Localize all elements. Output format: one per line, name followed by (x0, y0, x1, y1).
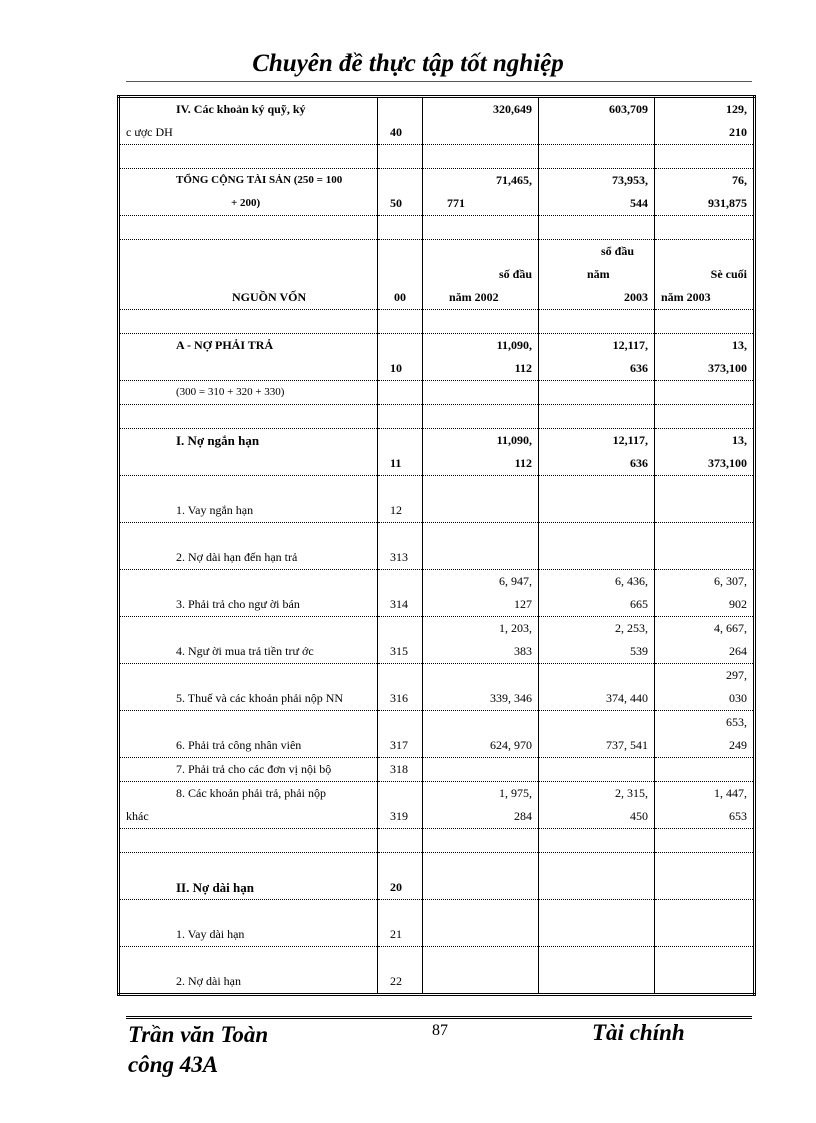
row-code: 313 (390, 550, 408, 564)
source-of-capital-heading: NGUỒN VỐN (232, 290, 307, 304)
value-2002-cell (423, 97, 539, 145)
row-code: 316 (390, 691, 408, 705)
value-end-2003-line2: 931,875 (708, 196, 747, 210)
code-cell (378, 97, 423, 145)
value-start-2003-line2: 636 (630, 361, 648, 375)
value-2002-line1: 1, 203, (499, 621, 532, 635)
value-start-2003-cell (539, 97, 655, 145)
value-end-2003-cell (655, 169, 755, 216)
row-code: 317 (390, 738, 408, 752)
row-label: 5. Thuế và các khoản phải nộp NN (176, 691, 344, 705)
footer-divider (126, 1016, 752, 1019)
value-end-2003-line1: 1, 447, (714, 786, 747, 800)
value-start-2003-line1: 6, 436, (615, 574, 648, 588)
table-row (119, 947, 755, 995)
row-code: 40 (390, 125, 402, 139)
value-2002-line2: 112 (514, 456, 532, 470)
value-end-2003-line1: 4, 667, (714, 621, 747, 635)
row-code: 20 (390, 880, 402, 894)
footer-author-name: Trần văn Toàn (128, 1022, 269, 1047)
row-label: I. Nợ ngắn hạn (176, 433, 260, 448)
row-label: II. Nợ dài hạn (176, 880, 255, 895)
row-code: 00 (394, 290, 406, 304)
header-start-2003-line1: sổ đầu (600, 244, 634, 258)
table-row (119, 476, 755, 523)
value-2002-line1: 1, 975, (499, 786, 532, 800)
row-label-cell (119, 169, 378, 216)
value-2002: 339, 346 (490, 691, 532, 705)
value-end-2003-line1: 297, (726, 668, 747, 682)
value-2002-cell (423, 169, 539, 216)
table-row (119, 711, 755, 758)
value-start-2003-cell (539, 334, 655, 381)
balance-sheet-table-wrapper (117, 95, 753, 1017)
header-end-2003-cell (655, 240, 755, 310)
row-code: 318 (390, 762, 408, 776)
header-divider (126, 81, 752, 82)
spacer-row (119, 310, 755, 334)
row-label-line1: IV. Các khoản ký quỹ, ký (176, 102, 306, 116)
value-end-2003-line2: 249 (729, 738, 747, 752)
value-end-2003-line2: 902 (729, 597, 747, 611)
value-2002-line1: 11,090, (496, 338, 532, 352)
value-start-2003: 374, 440 (606, 691, 648, 705)
row-code: 314 (390, 597, 408, 611)
row-label: 6. Phải trả công nhân viên (176, 738, 302, 752)
row-code: 21 (390, 927, 402, 941)
header-end-2003-line1: Sè cuối (710, 267, 747, 281)
row-code: 319 (390, 809, 408, 823)
table-row (119, 381, 755, 405)
value-end-2003-line1: 6, 307, (714, 574, 747, 588)
value-2002-line2: 383 (514, 644, 532, 658)
row-label: A - NỢ PHẢI TRẢ (176, 338, 274, 352)
row-label: 4. Ngư ời mua trả tiền trư ớc (176, 644, 314, 658)
value-2002-line2: 127 (514, 597, 532, 611)
table-row (119, 334, 755, 381)
value-2002-line1: 11,090, (496, 433, 532, 447)
value-2002-line1: 6, 947, (499, 574, 532, 588)
value-2002: 320,649 (493, 102, 532, 116)
row-label: 1. Vay dài hạn (176, 927, 245, 941)
value-end-2003-line2: 264 (729, 644, 747, 658)
table-row (119, 97, 755, 145)
value-end-2003-line2: 373,100 (708, 361, 747, 375)
value-end-2003-line2: 210 (729, 125, 747, 139)
value-start-2003-line1: 12,117, (612, 338, 648, 352)
value-2002-cell (423, 429, 539, 476)
value-start-2003-line2: 539 (630, 644, 648, 658)
value-end-2003-line1: 13, (732, 433, 747, 447)
header-start-2003-cell (539, 240, 655, 310)
formula-note: (300 = 310 + 320 + 330) (176, 386, 285, 398)
value-start-2003: 603,709 (609, 102, 648, 116)
value-start-2003-cell (539, 169, 655, 216)
value-2002: 624, 970 (490, 738, 532, 752)
row-label-line2: + 200) (231, 197, 261, 209)
table-row (119, 853, 755, 900)
row-label-line1: TỔNG CỘNG TÀI SẢN (250 = 100 (176, 174, 343, 186)
table-row (119, 429, 755, 476)
code-cell (378, 334, 423, 381)
row-code: 12 (390, 503, 402, 517)
value-start-2003-line1: 73,953, (612, 173, 648, 187)
value-end-2003-line2: 373,100 (708, 456, 747, 470)
value-2002-cell (423, 334, 539, 381)
spacer-row (119, 829, 755, 853)
table-row (119, 617, 755, 664)
row-label-cell (119, 240, 378, 310)
row-code: 315 (390, 644, 408, 658)
page-header-title: Chuyên đề thực tập tốt nghiệp (252, 50, 564, 77)
table-row (119, 570, 755, 617)
row-code: 11 (390, 456, 402, 470)
code-cell (378, 429, 423, 476)
value-start-2003-cell (539, 429, 655, 476)
row-code: 50 (390, 196, 402, 210)
table-row (119, 169, 755, 216)
code-cell (378, 169, 423, 216)
header-2002-line1: số đầu (498, 267, 532, 281)
value-2002-line1: 71,465, (496, 173, 532, 187)
row-label: 7. Phải trả cho các đơn vị nội bộ (176, 762, 332, 776)
table-row (119, 664, 755, 711)
value-2002-line2: 284 (514, 809, 532, 823)
value-2002-line2: 112 (514, 361, 532, 375)
row-label: 3. Phải trả cho ngư ời bán (176, 597, 300, 611)
balance-sheet-table (117, 95, 756, 996)
row-label-cell (119, 429, 378, 476)
value-end-2003-line2: 030 (729, 691, 747, 705)
value-start-2003-line2: 450 (630, 809, 648, 823)
table-row (119, 523, 755, 570)
row-label-cell (119, 97, 378, 145)
table-row (119, 900, 755, 947)
row-code: 22 (390, 974, 402, 988)
value-end-2003-line1: 13, (732, 338, 747, 352)
spacer-row (119, 216, 755, 240)
row-label-cell (119, 381, 378, 405)
value-start-2003: 737, 541 (606, 738, 648, 752)
value-2002-line2: 771 (447, 196, 465, 210)
footer-subject: Tài chính (592, 1020, 685, 1045)
row-label-line2: c ược DH (126, 125, 173, 139)
row-label: 2. Nợ dài hạn (176, 974, 241, 988)
value-end-2003-line1: 76, (732, 173, 747, 187)
column-header-row (119, 240, 755, 310)
value-end-2003-line1: 129, (726, 102, 747, 116)
row-code: 10 (390, 361, 402, 375)
header-start-2003-line2: năm (587, 267, 610, 281)
page-number: 87 (432, 1022, 448, 1039)
row-label-line2: khác (126, 809, 149, 823)
value-end-2003-cell (655, 429, 755, 476)
row-label-cell (119, 334, 378, 381)
value-start-2003-line2: 665 (630, 597, 648, 611)
spacer-row (119, 405, 755, 429)
value-start-2003-line2: 544 (630, 196, 648, 210)
value-end-2003-line1: 653, (726, 715, 747, 729)
value-end-2003-cell (655, 334, 755, 381)
table-row (119, 782, 755, 829)
spacer-row (119, 145, 755, 169)
header-start-2003-line3: 2003 (624, 290, 648, 304)
value-start-2003-line1: 12,117, (612, 433, 648, 447)
value-end-2003-cell (655, 97, 755, 145)
table-row (119, 758, 755, 782)
code-cell (378, 240, 423, 310)
footer-author (128, 1020, 268, 1080)
header-end-2003-line2: năm 2003 (661, 290, 711, 304)
footer-author-class: công 43A (128, 1052, 219, 1077)
value-start-2003-line2: 636 (630, 456, 648, 470)
row-label: 1. Vay ngắn hạn (176, 503, 254, 517)
value-start-2003-line1: 2, 253, (615, 621, 648, 635)
header-2002-line2: năm 2002 (449, 290, 499, 304)
row-label: 2. Nợ dài hạn đến hạn trả (176, 550, 298, 564)
value-end-2003-line2: 653 (729, 809, 747, 823)
header-2002-cell (423, 240, 539, 310)
value-start-2003-line1: 2, 315, (615, 786, 648, 800)
row-label-line1: 8. Các khoản phải trả, phải nộp (176, 786, 326, 800)
